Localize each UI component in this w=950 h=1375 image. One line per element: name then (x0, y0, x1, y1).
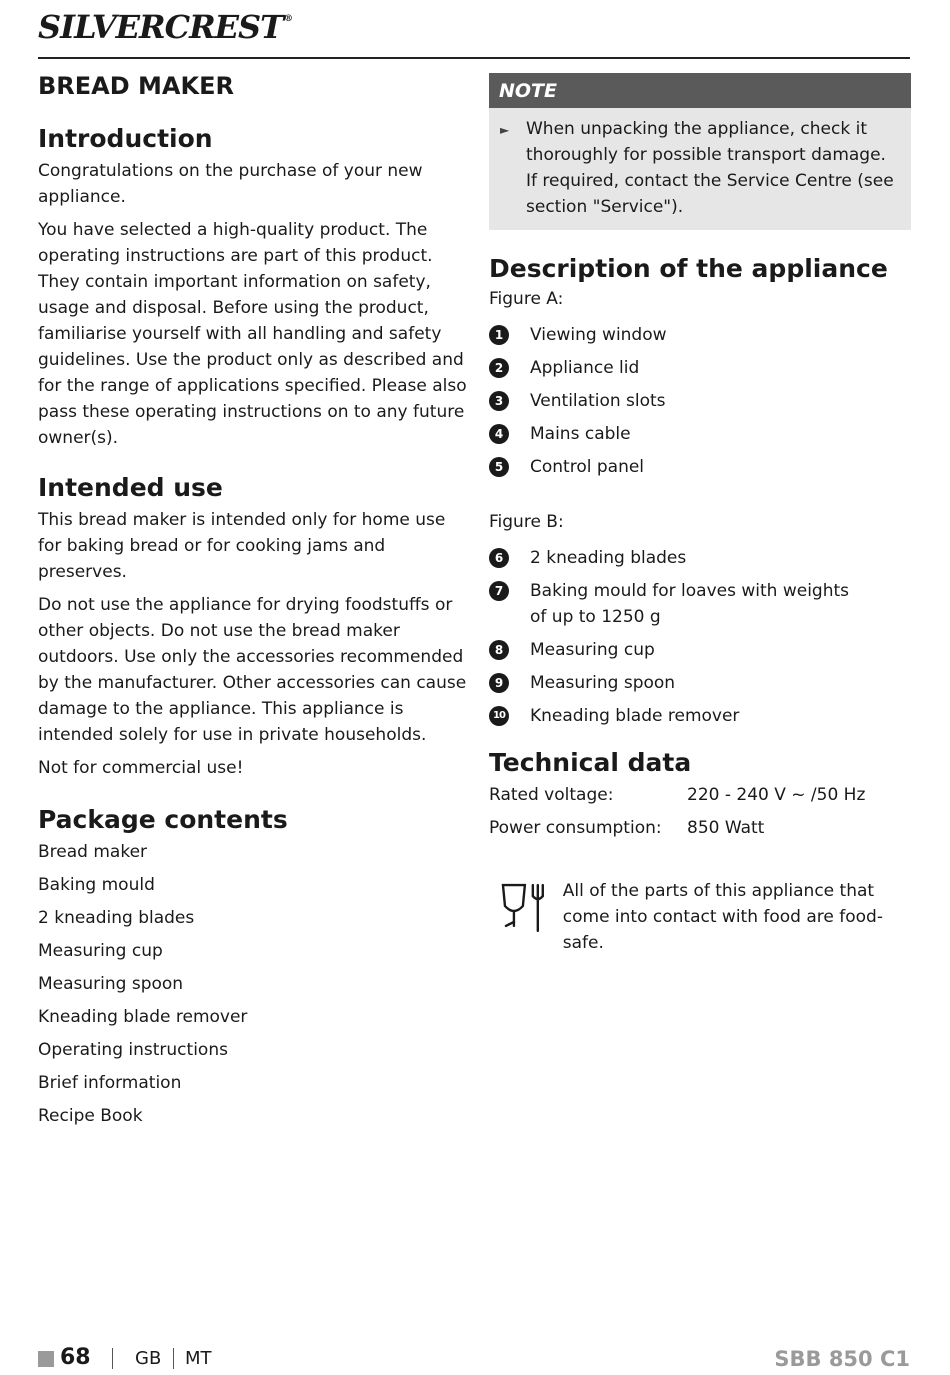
tech-label: Rated voltage: (489, 785, 614, 805)
list-item: Operating instructions (38, 1040, 228, 1060)
page-footer (38, 1343, 910, 1373)
number-badge: 4 (489, 424, 509, 444)
table-row (489, 782, 911, 808)
number-badge: 8 (489, 640, 509, 660)
list-item: Brief information (38, 1073, 182, 1093)
list-item: Measuring spoon (38, 974, 184, 994)
right-column (489, 73, 911, 956)
footer-language-mt: MT (185, 1348, 212, 1369)
glass-fork-icon (499, 882, 547, 934)
footer-language-gb: GB (135, 1348, 162, 1369)
food-safe-notice (489, 878, 911, 956)
item-label: Measuring spoon (530, 673, 676, 693)
list-item (489, 322, 911, 348)
footer-square-marker (38, 1351, 54, 1367)
item-label: Ventilation slots (530, 391, 666, 411)
figure-b-list (489, 545, 911, 729)
list-item (489, 388, 911, 414)
description-heading: Description of the appliance (489, 254, 888, 283)
technical-data-table (489, 782, 911, 841)
left-column (38, 68, 470, 1136)
list-item (489, 355, 911, 381)
list-item: Measuring cup (38, 941, 163, 961)
brand-logo (38, 8, 292, 46)
intended-use-paragraph: This bread maker is intended only for home use for baking bread or for cooking jams and preserves. (38, 510, 446, 582)
item-label: Appliance lid (530, 358, 640, 378)
number-badge: 9 (489, 673, 509, 693)
footer-separator (112, 1348, 113, 1369)
item-label: Control panel (530, 457, 645, 477)
list-item (489, 545, 911, 571)
food-safe-text: All of the parts of this appliance that come into contact with food are food-safe. (562, 881, 883, 953)
list-item (489, 578, 911, 630)
package-contents-heading: Package contents (38, 805, 288, 834)
table-row (489, 815, 911, 841)
item-label: Kneading blade remover (530, 706, 740, 726)
figure-a-label: Figure A: (489, 289, 564, 309)
introduction-heading: Introduction (38, 124, 213, 153)
item-label: Viewing window (530, 325, 667, 345)
footer-separator (173, 1348, 174, 1369)
package-contents-list (38, 839, 470, 1136)
number-badge: 2 (489, 358, 509, 378)
intended-use-paragraph: Not for commercial use! (38, 758, 244, 778)
introduction-paragraph: Congratulations on the purchase of your new appliance. (38, 161, 423, 207)
list-item: 2 kneading blades (38, 908, 195, 928)
list-item (489, 637, 911, 663)
list-item (489, 454, 911, 480)
number-badge: 1 (489, 325, 509, 345)
logo-text-silver: SILVER (38, 8, 165, 46)
item-label: Mains cable (530, 424, 631, 444)
model-number: SBB 850 C1 (774, 1347, 910, 1371)
tech-label: Power consumption: (489, 818, 662, 838)
list-item (489, 670, 911, 696)
list-item: Kneading blade remover (38, 1007, 248, 1027)
header-divider (38, 57, 910, 59)
number-badge: 6 (489, 548, 509, 568)
intended-use-heading: Intended use (38, 473, 223, 502)
introduction-paragraph: You have selected a high-quality product. The operating instructions are part of this product. They contain important information on safety, usage and disposal. Before using the product, familiarise yourself with all handling and safety guidelines. Use the product only as described and for the range of applications specified. Please also pass these operating instructions on to any future owner(s). (38, 220, 467, 448)
number-badge: 3 (489, 391, 509, 411)
document-title: BREAD MAKER (38, 72, 234, 100)
page-number: 68 (60, 1345, 91, 1370)
number-badge: 7 (489, 581, 509, 601)
registered-mark: ® (283, 14, 292, 24)
number-badge: 5 (489, 457, 509, 477)
note-text: When unpacking the appliance, check it thoroughly for possible transport damage. If required, contact the Service Centre (see section "Service"). (526, 119, 894, 217)
triangle-arrow-icon: ► (500, 123, 510, 137)
item-label: Baking mould for loaves with weights of up to 1250 g (530, 581, 850, 627)
intended-use-paragraph: Do not use the appliance for drying foodstuffs or other objects. Do not use the bread maker outdoors. Use only the accessories recommended by the manufacturer. Other accessories can cause damage to the appliance. This appliance is intended solely for use in private households. (38, 595, 467, 745)
technical-data-heading: Technical data (489, 748, 692, 777)
figure-b-label: Figure B: (489, 512, 564, 532)
note-label: NOTE (489, 73, 911, 108)
logo-text-crest: CREST (164, 8, 283, 46)
note-box (489, 73, 911, 230)
list-item (489, 421, 911, 447)
tech-value: 220 - 240 V ~ /50 Hz (687, 785, 866, 805)
note-body (489, 108, 911, 230)
figure-a-list (489, 322, 911, 480)
tech-value: 850 Watt (687, 818, 765, 838)
list-item: Baking mould (38, 875, 155, 895)
list-item (489, 703, 911, 729)
list-item: Recipe Book (38, 1106, 143, 1126)
list-item: Bread maker (38, 842, 148, 862)
number-badge: 10 (489, 706, 509, 726)
item-label: 2 kneading blades (530, 548, 687, 568)
item-label: Measuring cup (530, 640, 655, 660)
